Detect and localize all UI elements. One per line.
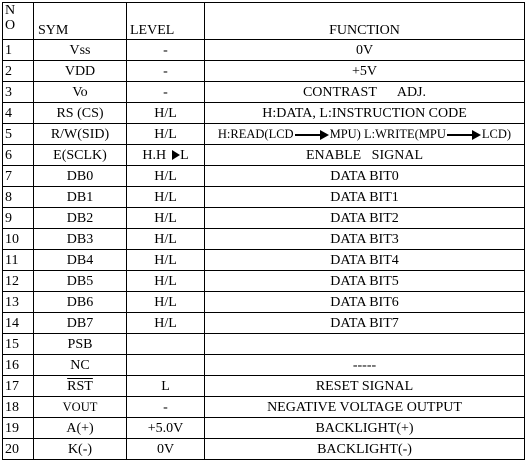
cell-function: DATA BIT3 [205, 229, 525, 250]
cell-sym: E(SCLK) [34, 145, 127, 166]
cell-sym: VOUT [34, 397, 127, 418]
cell-sym: DB6 [34, 292, 127, 313]
cell-level: L [127, 376, 205, 397]
cell-no: 12 [3, 271, 34, 292]
cell-function: CONTRAST ADJ. [205, 82, 525, 103]
cell-function: DATA BIT5 [205, 271, 525, 292]
cell-function: DATA BIT2 [205, 208, 525, 229]
table-row [3, 166, 525, 187]
table-row [3, 208, 525, 229]
table-row [3, 334, 525, 355]
cell-level: H/L [127, 229, 205, 250]
rw-function-write: MPU) L:WRITE(MPU [329, 126, 446, 141]
header-function: FUNCTION [205, 3, 525, 40]
cell-level: 0V [127, 439, 205, 460]
cell-level: - [127, 40, 205, 61]
cell-function: ENABLE SIGNAL [205, 145, 525, 166]
cell-level: H/L [127, 271, 205, 292]
right-arrow-icon [447, 130, 481, 140]
header-no-line2: O [5, 18, 16, 33]
cell-sym: Vo [34, 82, 127, 103]
cell-level: H/L [127, 187, 205, 208]
cell-no: 15 [3, 334, 34, 355]
cell-no: 4 [3, 103, 34, 124]
cell-level: - [127, 61, 205, 82]
cell-function: H:DATA, L:INSTRUCTION CODE [205, 103, 525, 124]
pin-table-page [2, 2, 525, 461]
cell-sym: K(-) [34, 439, 127, 460]
cell-function [205, 124, 525, 145]
table-row [3, 145, 525, 166]
cell-no: 9 [3, 208, 34, 229]
cell-no: 2 [3, 61, 34, 82]
cell-sym: DB2 [34, 208, 127, 229]
cell-level [127, 334, 205, 355]
cell-sym: PSB [34, 334, 127, 355]
cell-function: BACKLIGHT(-) [205, 439, 525, 460]
header-no-line1: N [5, 3, 16, 18]
cell-sym: DB3 [34, 229, 127, 250]
rw-function-lcd: LCD) [481, 126, 512, 141]
cell-function: DATA BIT1 [205, 187, 525, 208]
table-row [3, 40, 525, 61]
cell-sym: DB0 [34, 166, 127, 187]
table-row [3, 124, 525, 145]
cell-no: 14 [3, 313, 34, 334]
table-row [3, 250, 525, 271]
cell-no: 10 [3, 229, 34, 250]
cell-function [205, 334, 525, 355]
cell-no: 6 [3, 145, 34, 166]
table-row [3, 355, 525, 376]
cell-level: H/L [127, 166, 205, 187]
cell-level: H/L [127, 103, 205, 124]
cell-function: DATA BIT6 [205, 292, 525, 313]
rw-function-read: H:READ(LCD [217, 126, 294, 141]
right-arrow-icon [295, 130, 329, 140]
table-row [3, 292, 525, 313]
header-level: LEVEL [127, 3, 205, 40]
table-row [3, 418, 525, 439]
cell-function: NEGATIVE VOLTAGE OUTPUT [205, 397, 525, 418]
cell-function: RESET SIGNAL [205, 376, 525, 397]
table-row [3, 376, 525, 397]
table-row [3, 271, 525, 292]
cell-function: DATA BIT7 [205, 313, 525, 334]
cell-no: 13 [3, 292, 34, 313]
header-no [3, 3, 34, 40]
level-low: L [180, 147, 189, 163]
cell-level: - [127, 397, 205, 418]
cell-sym: DB4 [34, 250, 127, 271]
cell-function: ----- [205, 355, 525, 376]
cell-no: 5 [3, 124, 34, 145]
cell-level: H/L [127, 208, 205, 229]
table-row [3, 187, 525, 208]
cell-level: H/L [127, 292, 205, 313]
cell-no: 3 [3, 82, 34, 103]
cell-sym: NC [34, 355, 127, 376]
cell-function: DATA BIT0 [205, 166, 525, 187]
cell-no: 20 [3, 439, 34, 460]
cell-no: 7 [3, 166, 34, 187]
cell-no: 1 [3, 40, 34, 61]
cell-level [127, 355, 205, 376]
table-row [3, 103, 525, 124]
cell-sym: DB1 [34, 187, 127, 208]
cell-sym: A(+) [34, 418, 127, 439]
cell-level: - [127, 82, 205, 103]
cell-sym: DB7 [34, 313, 127, 334]
table-row [3, 439, 525, 460]
level-high: H.H [142, 147, 167, 163]
table-row [3, 397, 525, 418]
cell-sym: RS (CS) [34, 103, 127, 124]
right-arrow-icon [166, 150, 180, 160]
cell-sym: $\overline{RST}$ [34, 376, 127, 397]
cell-sym: VDD [34, 61, 127, 82]
cell-function: +5V [205, 61, 525, 82]
cell-function: DATA BIT4 [205, 250, 525, 271]
cell-sym: R/W(SID) [34, 124, 127, 145]
header-sym: SYM [34, 3, 127, 40]
cell-no: 17 [3, 376, 34, 397]
table-row [3, 229, 525, 250]
cell-level: H/L [127, 313, 205, 334]
cell-sym: Vss [34, 40, 127, 61]
cell-no: 16 [3, 355, 34, 376]
cell-function: BACKLIGHT(+) [205, 418, 525, 439]
pin-function-table [2, 2, 525, 460]
cell-no: 19 [3, 418, 34, 439]
cell-sym: DB5 [34, 271, 127, 292]
header-row [3, 3, 525, 40]
table-row [3, 61, 525, 82]
cell-function: 0V [205, 40, 525, 61]
cell-no: 8 [3, 187, 34, 208]
table-row [3, 82, 525, 103]
cell-level [127, 145, 205, 166]
table-row [3, 313, 525, 334]
cell-level: H/L [127, 250, 205, 271]
cell-no: 11 [3, 250, 34, 271]
cell-no: 18 [3, 397, 34, 418]
cell-level: H/L [127, 124, 205, 145]
cell-level: +5.0V [127, 418, 205, 439]
